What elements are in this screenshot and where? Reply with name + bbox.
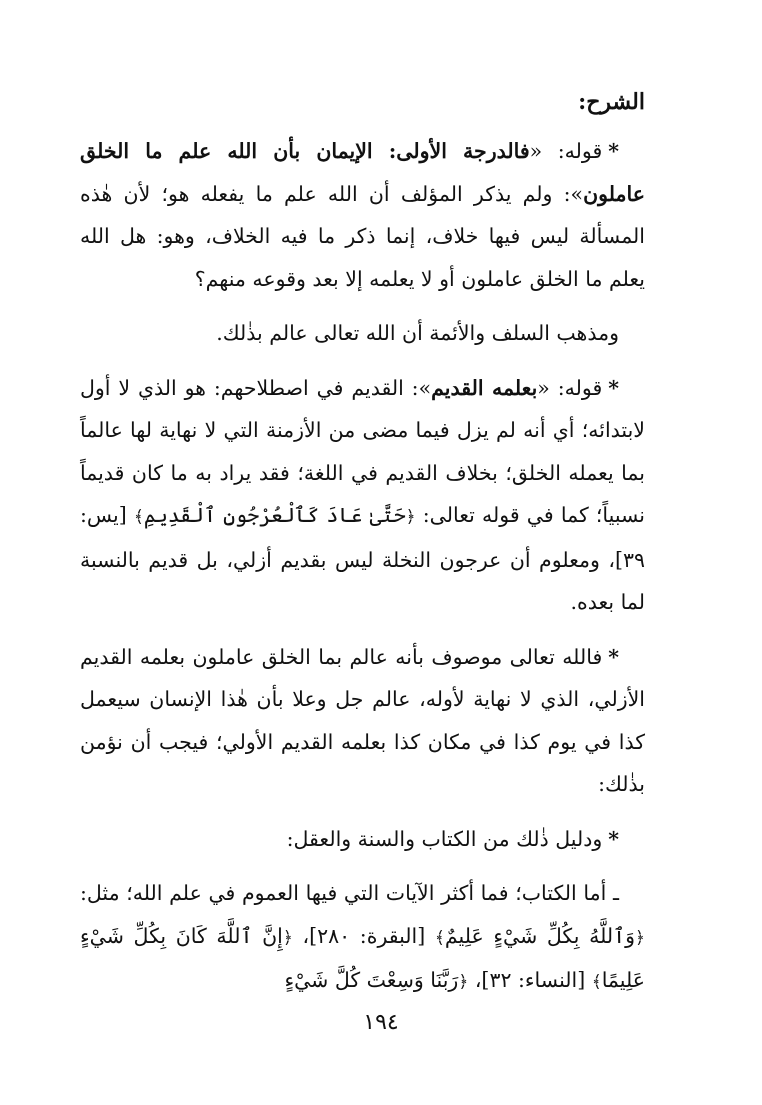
page-body (80, 82, 645, 1082)
paragraph-5 (80, 818, 645, 861)
verse-close-bracket: ﴾ (133, 507, 144, 527)
quran-verse: إِنَّ ٱللَّهَ كَانَ بِكُلِّ شَيْءٍ عَلِيمًا (80, 923, 645, 992)
paragraph-text: ودليل ذٰلك من الكتاب والسنة والعقل: (286, 826, 603, 851)
quran-verse: رَبَّنَا وَسِعْتَ كُلَّ شَيْءٍ (284, 968, 459, 992)
paragraph-text: ومذهب السلف والأئمة أن الله تعالى عالم بذٰلك. (216, 321, 619, 345)
quoted-phrase: فالدرجة الأولى: الإيمان بأن الله علم ما الخلق عاملون (80, 139, 645, 206)
verse-reference: [النساء: ٣٢]، (468, 968, 592, 992)
verse-open-bracket: ﴿ (405, 507, 416, 527)
paragraph-1 (80, 130, 645, 300)
quote-lead: قوله: « (529, 139, 603, 163)
section-heading: الشرح: (578, 89, 645, 115)
verse-reference: [البقرة: ٢٨٠]، (292, 923, 435, 948)
verse-close-bracket: ﴾ (591, 972, 602, 992)
paragraph-3 (80, 367, 645, 624)
paragraph-text: فالله تعالى موصوف بأنه عالم بما الخلق عاملون بعلمه القديم الأزلي، الذي لا نهاية لأوله، عالم جل وعلا بأن هٰذا الإنسان سيعمل كذا في يوم كذا في مكان كذا بعلمه القديم الأولي؛ فيجب أن نؤمن بذٰلك: (80, 644, 645, 796)
quran-verse: وَٱللَّهُ بِكُلِّ شَيْءٍ عَلِيمٌ (444, 923, 636, 948)
quote-lead: قوله: « (537, 375, 603, 400)
quran-verse: حَتَّىٰ عَادَ كَٱلْعُرْجُونِ ٱلْقَدِيمِ (143, 503, 406, 527)
paragraph-2 (80, 312, 645, 355)
star-marker: * (608, 139, 619, 163)
quoted-phrase: بعلمه القديم (431, 375, 538, 400)
star-marker: * (608, 826, 619, 851)
verse-close-bracket: ﴾ (434, 927, 445, 948)
paragraph-text: [يس: ٣٩]، ومعلوم أن عرجون النخلة ليس بقديم أزلي، بل قديم بالنسبة لما بعده. (80, 503, 645, 614)
star-marker: * (608, 375, 619, 400)
page-number: ١٩٤ (363, 1010, 399, 1035)
dash-marker: ـ (612, 881, 619, 905)
paragraph-text: »: القديم في اصطلاحهم: هو الذي لا أول لابتدائه؛ أي أنه لم يزل فيما مضى من الأزمنة التي لا نهاية لها عالماً بما يعمله الخلق؛ بخلاف القديم في اللغة؛ فقد يراد به ما كان قديماً نسبياً؛ كما في قوله تعالى: (80, 375, 645, 527)
paragraph-6 (80, 872, 645, 1004)
paragraph-4 (80, 636, 645, 806)
verse-open-bracket: ﴿ (458, 972, 469, 992)
paragraph-text: »: ولم يذكر المؤلف أن الله علم ما يفعله هو؛ لأن هٰذه المسألة ليس فيها خلاف، إنما ذكر ما فيه الخلاف، وهو: هل الله يعلم ما الخلق عاملون أو لا يعلمه إلا بعد وقوعه منهم؟ (80, 181, 645, 291)
paragraph-text: أما الكتاب؛ فما أكثر الآيات التي فيها العموم في علم الله؛ مثل: (80, 881, 607, 905)
star-marker: * (608, 644, 619, 669)
verse-open-bracket: ﴿ (635, 927, 645, 948)
verse-open-bracket: ﴿ (282, 927, 293, 948)
